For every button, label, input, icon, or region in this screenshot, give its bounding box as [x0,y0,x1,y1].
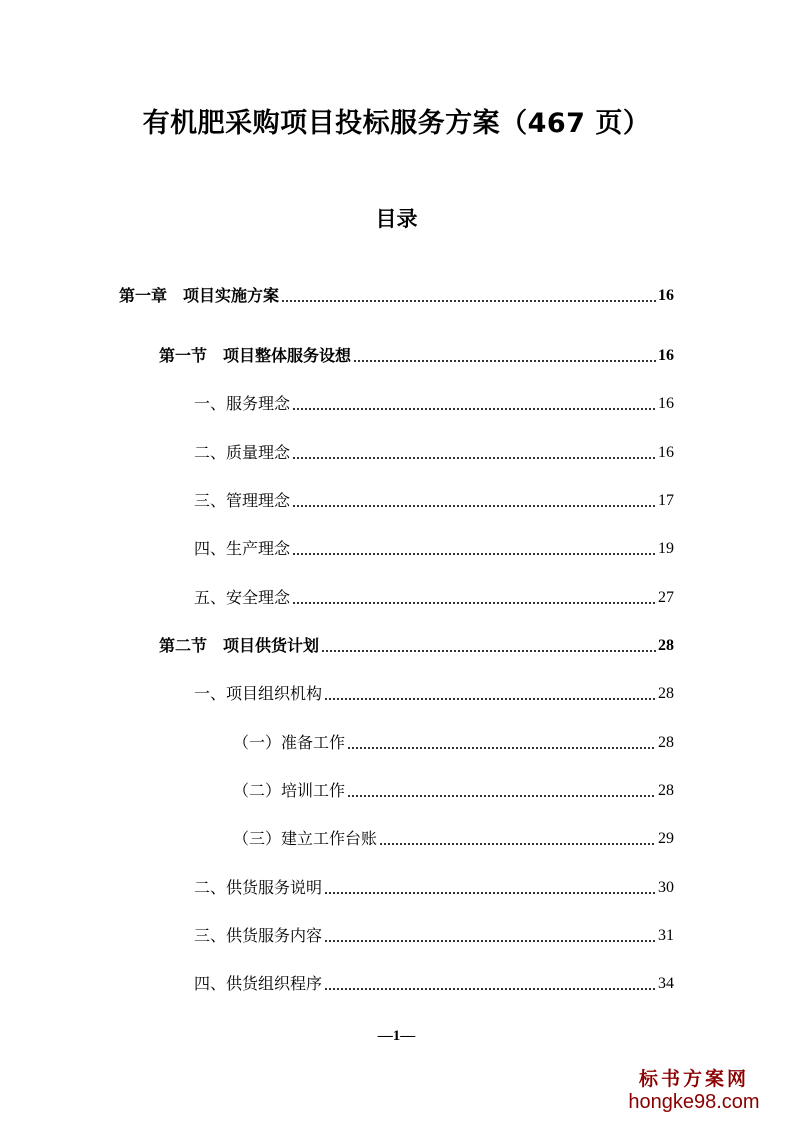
toc-entry-page: 16 [658,444,674,461]
dot-leader [321,649,656,653]
toc-entry-title: 四、供货组织程序 [194,974,323,993]
toc-entry-title: 项目实施方案 [183,286,280,305]
toc-entry-title: 一、项目组织机构 [194,684,323,703]
watermark-chinese: 标书方案网 [638,1068,749,1090]
toc-entry-page: 27 [658,589,674,606]
toc-entry-item[interactable] [194,537,674,561]
toc-entry-number: 第二节 [159,636,208,655]
toc-entry-item[interactable] [194,682,674,706]
dot-leader [281,299,656,303]
toc-entry-title: （一）准备工作 [233,733,346,752]
watermark-domain: hongke98.com [628,1091,760,1113]
toc-entry-page: 16 [658,287,674,304]
toc-entry-page: 30 [658,879,674,896]
watermark [609,1068,779,1114]
toc-entry-page: 16 [658,347,674,364]
toc-entry-page: 28 [658,734,674,751]
toc-entry-page: 17 [658,492,674,509]
toc-entry-page: 28 [658,685,674,702]
dot-leader [292,456,656,460]
toc-entry-item[interactable] [194,392,674,416]
page-number: —1— [377,1028,416,1044]
dot-leader [347,794,656,798]
toc-heading: 目录 [375,207,418,231]
toc-entry-item[interactable] [194,489,674,513]
toc-entry-subitem[interactable] [233,779,674,803]
dot-leader [324,939,656,943]
toc-entry-title: （三）建立工作台账 [233,829,378,848]
toc-entry-title: 二、供货服务说明 [194,878,323,897]
toc-entry-number: 第一章 [119,286,168,305]
toc-entry-title: 三、管理理念 [194,491,291,510]
toc-entry-subitem[interactable] [233,731,674,755]
dot-leader [324,697,656,701]
toc-entry-title: 五、安全理念 [194,588,291,607]
toc-entry-page: 31 [658,927,674,944]
toc-entry-item[interactable] [194,586,674,610]
toc-entry-title: 三、供货服务内容 [194,926,323,945]
dot-leader [324,891,656,895]
dot-leader [292,601,656,605]
toc-entry-item[interactable] [194,441,674,465]
toc-entry-title: 项目供货计划 [223,636,320,655]
dot-leader [324,987,656,991]
toc-entry-page: 19 [658,540,674,557]
toc-entry-item[interactable] [194,924,674,948]
toc-entry-title: 项目整体服务设想 [223,346,352,365]
toc-entry-page: 28 [658,637,674,654]
toc-entry-item[interactable] [194,876,674,900]
toc-entry-page: 34 [658,975,674,992]
dot-leader [292,407,656,411]
toc-entry-item[interactable] [194,972,674,996]
toc-entry-number: 第一节 [159,346,208,365]
document-title: 有机肥采购项目投标服务方案（467 页） [142,108,651,139]
dot-leader [292,504,656,508]
toc-entry-title: 一、服务理念 [194,394,291,413]
toc-entry-page: 16 [658,395,674,412]
toc-entry-page: 28 [658,782,674,799]
toc-entry-title: （二）培训工作 [233,781,346,800]
toc-entry-page: 29 [658,830,674,847]
toc-entry-title: 四、生产理念 [194,539,291,558]
dot-leader [379,842,656,846]
dot-leader [292,552,656,556]
toc-entry-title: 二、质量理念 [194,443,291,462]
dot-leader [347,746,656,750]
toc-entry-section-1[interactable] [159,344,674,368]
toc-entry-chapter-1[interactable] [119,284,674,308]
toc-entry-subitem[interactable] [233,827,674,851]
toc-entry-section-2[interactable] [159,634,674,658]
dot-leader [353,359,656,363]
